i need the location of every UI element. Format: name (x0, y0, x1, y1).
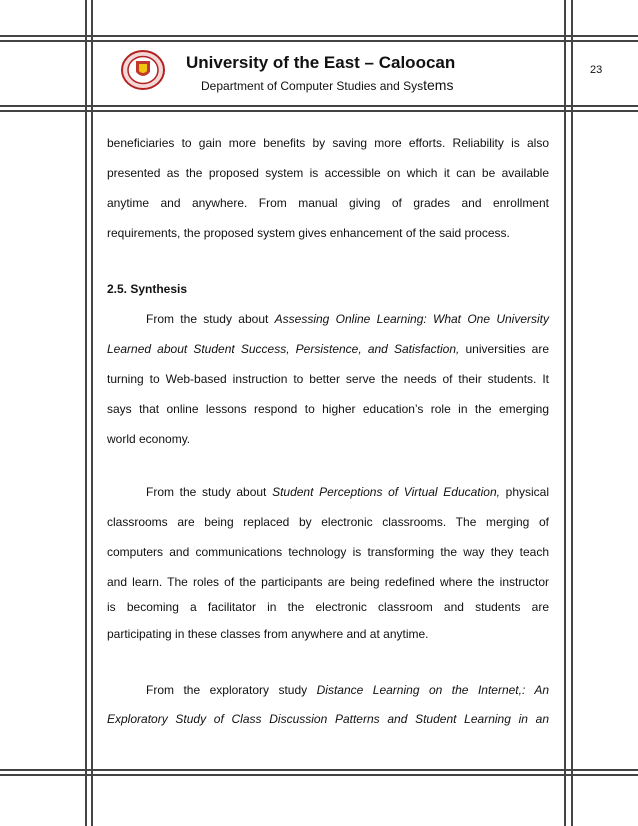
para1-line-1: From the study about Assessing Online Learning: What One University (146, 312, 550, 326)
university-seal-icon (118, 48, 168, 92)
para2-line-5: is becoming a facilitator in the electronic classroom and students are (107, 600, 549, 614)
section-heading: 2.5. Synthesis (107, 282, 188, 296)
para3-line-1: From the exploratory study Distance Learning on the Internet,: An (146, 683, 550, 697)
intro-line-4: requirements, the proposed system gives enhancement of the said process. (107, 226, 510, 240)
para2-line-6: participating in these classes from anywhere and at anytime. (107, 627, 429, 641)
department-name: Department of Computer Studies and Systems (201, 77, 454, 93)
border-right-outer (571, 0, 573, 826)
intro-line-1: beneficiaries to gain more benefits by saving more efforts. Reliability is also (107, 136, 549, 150)
border-left-inner (91, 0, 93, 826)
university-name: University of the East – Caloocan (186, 53, 456, 72)
border-bottom-inner (0, 769, 638, 771)
page-number: 23 (590, 64, 603, 76)
intro-line-2: presented as the proposed system is accessible on which it can be available (107, 166, 549, 180)
para1-line-4: says that online lessons respond to higher education’s role in the emerging (107, 402, 549, 416)
border-bottom-outer (0, 774, 638, 776)
para2-line-4: and learn. The roles of the participants are being redefined where the instructor (107, 575, 549, 589)
border-top-outer (0, 35, 638, 37)
para2-line-1: From the study about Student Perceptions of Virtual Education, physical (146, 485, 550, 499)
para1-line-2: Learned about Student Success, Persistence, and Satisfaction, universities are (107, 342, 549, 356)
border-left-outer (85, 0, 87, 826)
border-header-outer (0, 105, 638, 107)
border-top-inner (0, 40, 638, 42)
para2-line-2: classrooms are being replaced by electronic classrooms. The merging of (107, 515, 549, 529)
para3-line-2: Exploratory Study of Class Discussion Patterns and Student Learning in an (107, 712, 549, 726)
para1-line-3: turning to Web-based instruction to better serve the needs of their students. It (107, 372, 549, 386)
para1-line-5: world economy. (107, 432, 191, 446)
border-header-inner (0, 110, 638, 112)
intro-line-3: anytime and anywhere. From manual giving of grades and enrollment (107, 196, 549, 210)
border-right-inner (564, 0, 566, 826)
para2-line-3: computers and communications technology is transforming the way they teach (107, 545, 549, 559)
